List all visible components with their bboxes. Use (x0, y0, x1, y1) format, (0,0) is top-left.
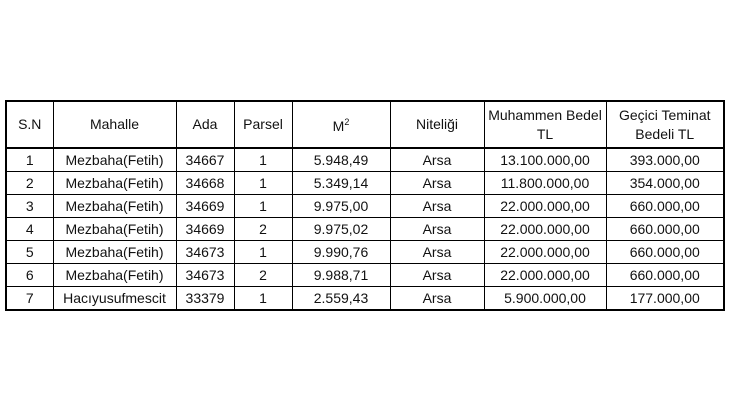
cell-sn: 3 (6, 195, 53, 218)
cell-muhammen-bedel: 5.900.000,00 (484, 287, 606, 311)
cell-muhammen-bedel: 22.000.000,00 (484, 264, 606, 287)
header-muhammen-bedel: Muhammen Bedel TL (484, 101, 606, 148)
cell-sn: 2 (6, 172, 53, 195)
header-niteligi: Niteliği (390, 101, 484, 148)
cell-ada: 34669 (176, 218, 234, 241)
cell-niteligi: Arsa (390, 241, 484, 264)
cell-gecici-teminat: 354.000,00 (606, 172, 724, 195)
cell-niteligi: Arsa (390, 287, 484, 311)
table-row (6, 218, 724, 241)
cell-mahalle: Mezbaha(Fetih) (53, 172, 176, 195)
cell-m2: 2.559,43 (292, 287, 390, 311)
cell-niteligi: Arsa (390, 148, 484, 172)
cell-parsel: 1 (234, 241, 292, 264)
cell-ada: 34669 (176, 195, 234, 218)
cell-parsel: 1 (234, 148, 292, 172)
header-ada: Ada (176, 101, 234, 148)
cell-mahalle: Hacıyusufmescit (53, 287, 176, 311)
header-mahalle: Mahalle (53, 101, 176, 148)
cell-sn: 5 (6, 241, 53, 264)
table-row (6, 287, 724, 311)
cell-niteligi: Arsa (390, 172, 484, 195)
table-row (6, 172, 724, 195)
cell-parsel: 2 (234, 264, 292, 287)
cell-ada: 34673 (176, 241, 234, 264)
cell-niteligi: Arsa (390, 195, 484, 218)
cell-muhammen-bedel: 22.000.000,00 (484, 218, 606, 241)
cell-gecici-teminat: 660.000,00 (606, 241, 724, 264)
cell-gecici-teminat: 177.000,00 (606, 287, 724, 311)
header-gecici-teminat: Geçici Teminat Bedeli TL (606, 101, 724, 148)
table-row (6, 241, 724, 264)
cell-ada: 34667 (176, 148, 234, 172)
cell-mahalle: Mezbaha(Fetih) (53, 148, 176, 172)
cell-gecici-teminat: 393.000,00 (606, 148, 724, 172)
header-m2-base: M (332, 118, 345, 134)
header-m2 (292, 101, 390, 148)
header-parsel: Parsel (234, 101, 292, 148)
table-row (6, 264, 724, 287)
cell-sn: 4 (6, 218, 53, 241)
cell-m2: 9.975,00 (292, 195, 390, 218)
header-m2-superscript: 2 (344, 117, 350, 127)
cell-gecici-teminat: 660.000,00 (606, 195, 724, 218)
cell-sn: 6 (6, 264, 53, 287)
cell-muhammen-bedel: 11.800.000,00 (484, 172, 606, 195)
cell-mahalle: Mezbaha(Fetih) (53, 218, 176, 241)
cell-niteligi: Arsa (390, 218, 484, 241)
cell-m2: 9.988,71 (292, 264, 390, 287)
cell-m2: 5.349,14 (292, 172, 390, 195)
table-row (6, 195, 724, 218)
cell-m2: 5.948,49 (292, 148, 390, 172)
cell-parsel: 1 (234, 195, 292, 218)
cell-muhammen-bedel: 22.000.000,00 (484, 241, 606, 264)
cell-niteligi: Arsa (390, 264, 484, 287)
cell-sn: 1 (6, 148, 53, 172)
cell-ada: 34673 (176, 264, 234, 287)
cell-m2: 9.990,76 (292, 241, 390, 264)
cell-gecici-teminat: 660.000,00 (606, 264, 724, 287)
table-row (6, 148, 724, 172)
table-header-row (6, 101, 724, 148)
cell-gecici-teminat: 660.000,00 (606, 218, 724, 241)
cell-ada: 33379 (176, 287, 234, 311)
cell-muhammen-bedel: 13.100.000,00 (484, 148, 606, 172)
cell-m2: 9.975,02 (292, 218, 390, 241)
cell-parsel: 1 (234, 287, 292, 311)
cell-parsel: 1 (234, 172, 292, 195)
cell-mahalle: Mezbaha(Fetih) (53, 264, 176, 287)
cell-muhammen-bedel: 22.000.000,00 (484, 195, 606, 218)
cell-mahalle: Mezbaha(Fetih) (53, 195, 176, 218)
cell-mahalle: Mezbaha(Fetih) (53, 241, 176, 264)
header-sn: S.N (6, 101, 53, 148)
cell-parsel: 2 (234, 218, 292, 241)
cell-ada: 34668 (176, 172, 234, 195)
property-auction-table (5, 100, 725, 311)
cell-sn: 7 (6, 287, 53, 311)
